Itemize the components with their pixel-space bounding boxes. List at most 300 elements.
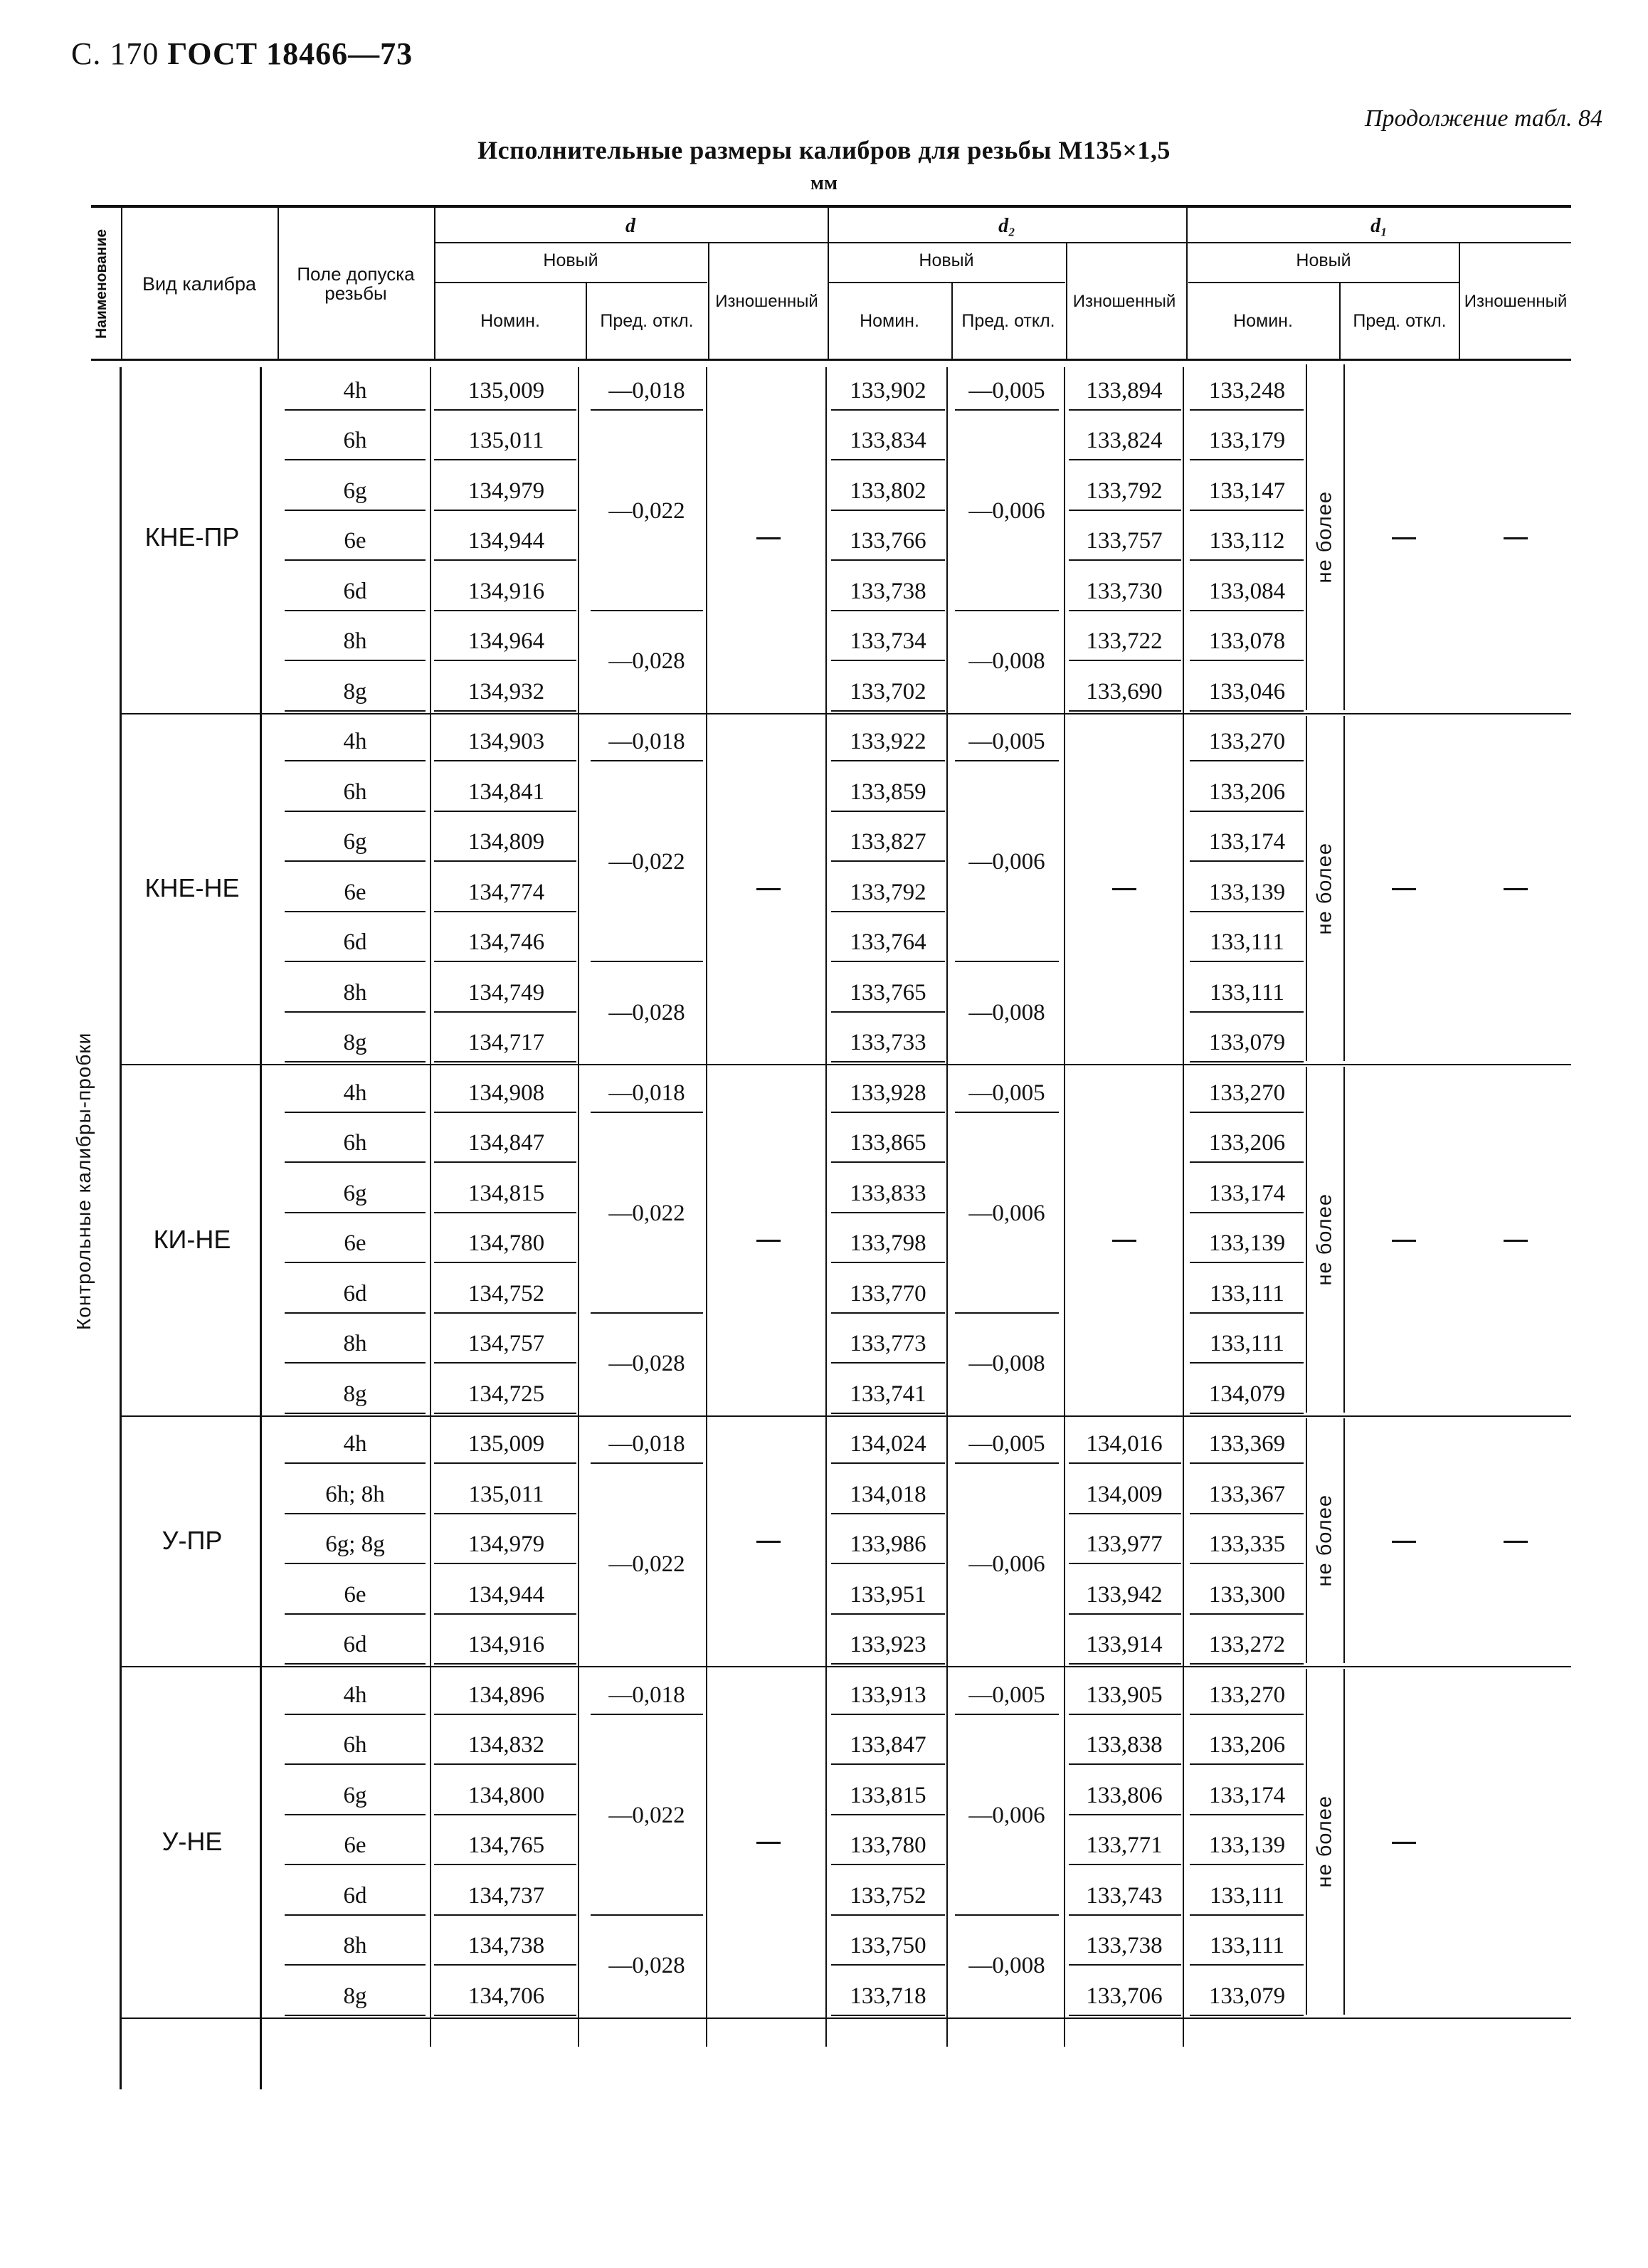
d2-worn: 133,824 bbox=[1086, 428, 1163, 453]
row-underline bbox=[285, 961, 426, 962]
header-bottom-rule bbox=[91, 359, 1571, 361]
row-underline bbox=[1190, 1964, 1304, 1966]
row-underline bbox=[434, 510, 576, 511]
d2-nominal: 133,773 bbox=[850, 1331, 926, 1356]
row-underline bbox=[1069, 409, 1181, 411]
d1-nominal: 133,174 bbox=[1208, 829, 1286, 855]
d-deviation: —0,018 bbox=[608, 1431, 685, 1457]
row-underline bbox=[285, 1112, 426, 1113]
d1-nominal: 133,111 bbox=[1210, 1280, 1284, 1307]
d1-nominal: 133,111 bbox=[1210, 1882, 1284, 1909]
dev-underline bbox=[591, 1462, 703, 1464]
row-underline bbox=[1069, 1964, 1181, 1966]
d-nominal: 134,809 bbox=[468, 829, 545, 855]
row-underline bbox=[1190, 409, 1304, 411]
row-underline bbox=[831, 1212, 945, 1213]
tolerance-field: 6e bbox=[344, 528, 366, 554]
d1-deviation-dash bbox=[1392, 1240, 1416, 1242]
row-underline bbox=[831, 1714, 945, 1715]
d2-nominal: 133,764 bbox=[850, 929, 926, 955]
table-unit: мм bbox=[810, 172, 838, 194]
row-underline bbox=[434, 811, 576, 812]
row-underline bbox=[434, 1061, 576, 1062]
header-d: d bbox=[625, 215, 635, 238]
dev-underline bbox=[591, 409, 703, 411]
d2-deviation: —0,008 bbox=[968, 648, 1045, 674]
row-underline bbox=[831, 911, 945, 912]
d2-nominal: 133,902 bbox=[850, 377, 926, 404]
d-nominal: 134,964 bbox=[468, 628, 545, 654]
d2-deviation: —0,008 bbox=[968, 1351, 1045, 1376]
d2-worn: 133,977 bbox=[1086, 1531, 1163, 1557]
row-underline bbox=[1069, 1613, 1181, 1615]
row-underline bbox=[285, 760, 426, 761]
d1-nominal: 133,046 bbox=[1208, 678, 1286, 705]
d-nominal: 134,903 bbox=[468, 729, 545, 754]
d-deviation: —0,018 bbox=[608, 729, 685, 754]
tolerance-field: 8h bbox=[343, 628, 367, 654]
row-underline bbox=[1190, 1312, 1304, 1314]
d-deviation: —0,022 bbox=[608, 1200, 685, 1226]
row-underline bbox=[434, 1663, 576, 1665]
d2-worn-dash bbox=[1112, 888, 1136, 890]
d-nominal: 135,011 bbox=[468, 1481, 544, 1507]
d-worn-dash bbox=[756, 1842, 781, 1844]
row-underline bbox=[1190, 1763, 1304, 1765]
row-underline bbox=[434, 409, 576, 411]
row-underline bbox=[831, 1112, 945, 1113]
note-vline bbox=[1343, 1669, 1345, 2015]
row-underline bbox=[285, 1362, 426, 1364]
d-nominal: 134,717 bbox=[468, 1030, 545, 1055]
note-vline bbox=[1306, 364, 1307, 710]
row-underline bbox=[434, 911, 576, 912]
row-underline bbox=[831, 1362, 945, 1364]
note-vline bbox=[1306, 716, 1307, 1062]
row-underline bbox=[1190, 510, 1304, 511]
row-underline bbox=[434, 660, 576, 661]
d-nominal: 134,737 bbox=[468, 1882, 545, 1909]
row-underline bbox=[1069, 1462, 1181, 1464]
tolerance-field: 6g; 8g bbox=[325, 1531, 385, 1557]
header-vline bbox=[434, 206, 435, 359]
d2-nominal: 133,734 bbox=[850, 628, 926, 654]
row-underline bbox=[285, 1714, 426, 1715]
row-underline bbox=[434, 1262, 576, 1263]
row-underline bbox=[285, 1312, 426, 1314]
header-d-deviation: Пред. откл. bbox=[600, 310, 694, 331]
group-separator bbox=[120, 1415, 1571, 1417]
row-underline bbox=[831, 1964, 945, 1966]
row-underline bbox=[831, 1011, 945, 1013]
row-underline bbox=[1069, 1714, 1181, 1715]
d1-deviation-dash bbox=[1392, 888, 1416, 890]
group-separator bbox=[120, 1666, 1571, 1667]
row-underline bbox=[434, 1161, 576, 1163]
d1-nominal: 133,206 bbox=[1208, 1732, 1286, 1758]
d2-nominal: 133,847 bbox=[850, 1732, 926, 1758]
dev-underline bbox=[591, 1112, 703, 1113]
row-underline bbox=[434, 1763, 576, 1765]
d1-worn-dash bbox=[1504, 1240, 1528, 1242]
row-underline bbox=[831, 1914, 945, 1916]
row-underline bbox=[285, 1613, 426, 1615]
d2-nominal: 133,827 bbox=[850, 829, 926, 855]
row-underline bbox=[285, 1011, 426, 1013]
dev-underline bbox=[955, 1714, 1059, 1715]
d1-nominal: 133,206 bbox=[1208, 1130, 1286, 1156]
body-vline bbox=[430, 367, 431, 2047]
tolerance-field: 4h bbox=[343, 1682, 367, 1708]
row-underline bbox=[1190, 459, 1304, 460]
d2-nominal: 133,741 bbox=[850, 1381, 926, 1407]
header-vline bbox=[278, 206, 279, 359]
header-rule-2c bbox=[1188, 282, 1460, 283]
d-nominal: 134,832 bbox=[468, 1732, 545, 1758]
header-rule-2b bbox=[829, 282, 1065, 283]
d2-worn: 133,706 bbox=[1086, 1983, 1163, 2009]
row-underline bbox=[1190, 710, 1304, 712]
row-underline bbox=[831, 1312, 945, 1314]
note-vline bbox=[1343, 1418, 1345, 1664]
d2-nominal: 133,780 bbox=[850, 1832, 926, 1858]
d2-worn: 133,690 bbox=[1086, 678, 1163, 705]
tolerance-field: 4h bbox=[343, 1080, 367, 1106]
row-underline bbox=[1190, 1814, 1304, 1815]
d2-worn: 133,806 bbox=[1086, 1782, 1163, 1808]
tolerance-field: 6d bbox=[343, 1882, 367, 1909]
header-d-nominal: Номин. bbox=[480, 310, 540, 331]
d1-nominal: 133,369 bbox=[1208, 1431, 1286, 1457]
header-rule-1 bbox=[434, 242, 1571, 243]
row-underline bbox=[1069, 610, 1181, 611]
d1-nominal: 133,174 bbox=[1208, 1782, 1286, 1808]
row-underline bbox=[434, 1462, 576, 1464]
tolerance-field: 4h bbox=[343, 729, 367, 754]
row-underline bbox=[434, 1362, 576, 1364]
d2-nominal: 133,922 bbox=[850, 729, 926, 754]
tolerance-field: 6e bbox=[344, 1832, 366, 1858]
d-deviation: —0,018 bbox=[608, 1682, 685, 1708]
tolerance-field: 6h bbox=[343, 1732, 367, 1758]
d-nominal: 134,774 bbox=[468, 879, 545, 905]
header-vline bbox=[708, 243, 709, 359]
row-underline bbox=[831, 760, 945, 761]
side-label: Контрольные калибры-пробки bbox=[73, 1032, 95, 1331]
row-underline bbox=[285, 409, 426, 411]
row-underline bbox=[434, 1513, 576, 1514]
dev-underline bbox=[955, 1914, 1059, 1916]
d1-nominal: 133,179 bbox=[1208, 428, 1286, 453]
gauge-type-2: КИ-НЕ bbox=[153, 1224, 231, 1254]
d-nominal: 134,706 bbox=[468, 1983, 545, 2009]
note-vline bbox=[1306, 1669, 1307, 2015]
tolerance-field: 8g bbox=[343, 1030, 367, 1055]
row-underline bbox=[434, 710, 576, 712]
tolerance-field: 6d bbox=[343, 1632, 367, 1657]
d1-worn-dash bbox=[1504, 537, 1528, 539]
row-underline bbox=[1069, 1763, 1181, 1765]
row-underline bbox=[434, 2015, 576, 2016]
d1-nominal: 133,112 bbox=[1209, 528, 1285, 554]
row-underline bbox=[1190, 1513, 1304, 1514]
header-top-rule bbox=[91, 205, 1571, 208]
row-underline bbox=[1190, 760, 1304, 761]
gauge-type-3: У-ПР bbox=[162, 1525, 223, 1555]
row-underline bbox=[1190, 1362, 1304, 1364]
d-nominal: 134,932 bbox=[468, 678, 545, 705]
header-d2-deviation: Пред. откл. bbox=[961, 310, 1055, 331]
group-separator bbox=[120, 1064, 1571, 1065]
dev-underline bbox=[591, 1914, 703, 1916]
d2-deviation: —0,005 bbox=[968, 729, 1045, 754]
d-nominal: 134,815 bbox=[468, 1180, 545, 1206]
d2-nominal: 133,986 bbox=[850, 1531, 926, 1557]
d-deviation: —0,022 bbox=[608, 497, 685, 524]
d2-nominal: 133,792 bbox=[850, 879, 926, 905]
d1-nominal: 133,367 bbox=[1208, 1481, 1286, 1507]
dev-underline bbox=[955, 1112, 1059, 1113]
d-nominal: 134,944 bbox=[468, 528, 545, 554]
row-underline bbox=[285, 1964, 426, 1966]
row-underline bbox=[1069, 710, 1181, 712]
row-underline bbox=[434, 961, 576, 962]
tolerance-field: 6d bbox=[343, 578, 367, 604]
row-underline bbox=[285, 1914, 426, 1916]
d2-nominal: 133,833 bbox=[850, 1180, 926, 1206]
d-nominal: 134,738 bbox=[468, 1933, 545, 1958]
d2-worn: 133,914 bbox=[1086, 1632, 1163, 1657]
row-underline bbox=[434, 559, 576, 561]
d-deviation: —0,018 bbox=[608, 1080, 685, 1106]
row-underline bbox=[434, 1563, 576, 1564]
d1-deviation-dash bbox=[1392, 537, 1416, 539]
tolerance-field: 8g bbox=[343, 678, 367, 705]
row-underline bbox=[831, 1462, 945, 1464]
d1-nominal: 133,111 bbox=[1210, 929, 1284, 955]
d2-nominal: 134,018 bbox=[850, 1481, 926, 1507]
d2-worn: 133,738 bbox=[1086, 1933, 1163, 1958]
d-deviation: —0,022 bbox=[608, 1551, 685, 1577]
row-underline bbox=[831, 710, 945, 712]
tolerance-field: 8g bbox=[343, 1381, 367, 1407]
row-underline bbox=[1190, 1563, 1304, 1564]
row-underline bbox=[285, 610, 426, 611]
row-underline bbox=[434, 1212, 576, 1213]
row-underline bbox=[1190, 1914, 1304, 1916]
d1-nominal: 133,272 bbox=[1208, 1632, 1286, 1657]
d1-nominal: 133,111 bbox=[1210, 1331, 1284, 1356]
header-d1-worn: Изношенный bbox=[1464, 292, 1568, 312]
note-vline bbox=[1343, 716, 1345, 1062]
row-underline bbox=[1190, 1462, 1304, 1464]
row-underline bbox=[285, 860, 426, 862]
tolerance-field: 8h bbox=[343, 1933, 367, 1958]
note-vline bbox=[1306, 1067, 1307, 1413]
row-underline bbox=[434, 1112, 576, 1113]
body-vline-type bbox=[260, 367, 262, 2089]
header-vline bbox=[951, 283, 953, 359]
row-underline bbox=[1190, 1413, 1304, 1414]
note-vline bbox=[1343, 364, 1345, 710]
d1-nominal: 133,111 bbox=[1210, 979, 1284, 1006]
row-underline bbox=[831, 610, 945, 611]
d2-deviation: —0,005 bbox=[968, 1431, 1045, 1457]
d2-nominal: 133,702 bbox=[850, 678, 926, 705]
row-underline bbox=[285, 2015, 426, 2016]
header-d-new: Новый bbox=[543, 250, 598, 270]
group-separator bbox=[120, 713, 1571, 714]
d1-nominal: 133,084 bbox=[1208, 578, 1286, 604]
d2-nominal: 133,928 bbox=[850, 1080, 926, 1106]
row-underline bbox=[285, 1763, 426, 1765]
row-underline bbox=[831, 961, 945, 962]
d2-deviation: —0,008 bbox=[968, 999, 1045, 1025]
row-underline bbox=[1190, 1613, 1304, 1615]
row-underline bbox=[831, 1763, 945, 1765]
body-vline-left bbox=[120, 367, 122, 2089]
header-d1-nominal: Номин. bbox=[1233, 310, 1293, 331]
body-vline bbox=[946, 367, 948, 2047]
row-underline bbox=[1069, 2015, 1181, 2016]
header-rule-2a bbox=[435, 282, 707, 283]
d-deviation: —0,028 bbox=[608, 1351, 685, 1376]
d2-nominal: 133,738 bbox=[850, 578, 926, 604]
d2-worn: 133,838 bbox=[1086, 1732, 1163, 1758]
row-underline bbox=[1190, 961, 1304, 962]
d1-nominal: 133,078 bbox=[1208, 628, 1286, 654]
d-nominal: 135,009 bbox=[468, 377, 545, 404]
row-underline bbox=[285, 1663, 426, 1665]
not-more-note: не более bbox=[1313, 1795, 1336, 1888]
row-underline bbox=[1190, 1663, 1304, 1665]
page-number: С. 170 bbox=[71, 36, 159, 71]
header-d2-worn: Изношенный bbox=[1072, 292, 1176, 312]
row-underline bbox=[285, 710, 426, 712]
row-underline bbox=[1069, 660, 1181, 661]
dev-underline bbox=[955, 1462, 1059, 1464]
d1-nominal: 133,174 bbox=[1208, 1180, 1286, 1206]
row-underline bbox=[831, 860, 945, 862]
row-underline bbox=[1069, 459, 1181, 460]
tolerance-field: 6g bbox=[343, 829, 367, 855]
header-vline bbox=[828, 206, 829, 359]
row-underline bbox=[1190, 1061, 1304, 1062]
d-nominal: 134,752 bbox=[468, 1280, 545, 1307]
row-underline bbox=[831, 1513, 945, 1514]
d1-nominal: 133,206 bbox=[1208, 779, 1286, 805]
body-vline bbox=[1183, 367, 1184, 2047]
d-worn-dash bbox=[756, 1541, 781, 1543]
row-underline bbox=[1190, 911, 1304, 912]
gauge-type-1: КНЕ-НЕ bbox=[144, 873, 240, 903]
tolerance-field: 8g bbox=[343, 1983, 367, 2009]
d2-worn-dash bbox=[1112, 1240, 1136, 1242]
d1-nominal: 133,270 bbox=[1208, 1080, 1286, 1106]
not-more-note: не более bbox=[1313, 1193, 1336, 1286]
continuation-note: Продолжение табл. 84 bbox=[1364, 105, 1602, 132]
body-vline bbox=[706, 367, 707, 2047]
d1-worn-dash bbox=[1504, 888, 1528, 890]
row-underline bbox=[285, 660, 426, 661]
row-underline bbox=[831, 559, 945, 561]
d2-nominal: 133,802 bbox=[850, 478, 926, 504]
d-deviation: —0,028 bbox=[608, 648, 685, 674]
d-deviation: —0,028 bbox=[608, 1953, 685, 1978]
body-vline bbox=[1064, 367, 1065, 2047]
d-deviation: —0,022 bbox=[608, 1802, 685, 1828]
tolerance-field: 6d bbox=[343, 929, 367, 955]
d2-worn: 133,905 bbox=[1086, 1682, 1163, 1708]
not-more-note: не более bbox=[1313, 491, 1336, 584]
d-nominal: 134,916 bbox=[468, 578, 545, 604]
row-underline bbox=[285, 1563, 426, 1564]
row-underline bbox=[1190, 660, 1304, 661]
row-underline bbox=[1190, 1112, 1304, 1113]
tolerance-field: 6e bbox=[344, 1581, 366, 1608]
d-nominal: 134,908 bbox=[468, 1080, 545, 1106]
d1-nominal: 133,147 bbox=[1208, 478, 1286, 504]
d2-nominal: 134,024 bbox=[850, 1431, 926, 1457]
row-underline bbox=[1190, 860, 1304, 862]
d-nominal: 134,847 bbox=[468, 1130, 545, 1156]
row-underline bbox=[831, 1864, 945, 1865]
row-underline bbox=[285, 1864, 426, 1865]
d2-deviation: —0,005 bbox=[968, 377, 1045, 404]
row-underline bbox=[831, 510, 945, 511]
d1-nominal: 133,139 bbox=[1208, 879, 1286, 905]
row-underline bbox=[831, 1563, 945, 1564]
dev-underline bbox=[955, 1312, 1059, 1314]
d1-worn-dash bbox=[1504, 1541, 1528, 1543]
row-underline bbox=[1069, 510, 1181, 511]
d2-nominal: 133,865 bbox=[850, 1130, 926, 1156]
d2-worn: 133,771 bbox=[1086, 1832, 1163, 1858]
row-underline bbox=[434, 1312, 576, 1314]
table-title: Исполнительные размеры калибров для резьбы М135×1,5 bbox=[477, 136, 1171, 164]
d-nominal: 134,725 bbox=[468, 1381, 545, 1407]
row-underline bbox=[831, 1061, 945, 1062]
row-underline bbox=[1069, 1814, 1181, 1815]
gauge-type-4: У-НЕ bbox=[162, 1826, 223, 1856]
row-underline bbox=[285, 1161, 426, 1163]
d2-deviation: —0,005 bbox=[968, 1080, 1045, 1106]
row-underline bbox=[285, 1061, 426, 1062]
d-nominal: 135,011 bbox=[468, 428, 544, 453]
d1-nominal: 133,248 bbox=[1208, 377, 1286, 404]
row-underline bbox=[1190, 1714, 1304, 1715]
tolerance-field: 6d bbox=[343, 1280, 367, 1307]
row-underline bbox=[1190, 1161, 1304, 1163]
d1-nominal: 133,139 bbox=[1208, 1230, 1286, 1256]
d-nominal: 134,944 bbox=[468, 1581, 545, 1608]
header-tolerance-field: Поле допуска резьбы bbox=[297, 263, 415, 304]
row-underline bbox=[434, 1714, 576, 1715]
header-vline bbox=[1066, 243, 1067, 359]
d2-nominal: 133,733 bbox=[850, 1030, 926, 1055]
row-underline bbox=[1069, 559, 1181, 561]
row-underline bbox=[285, 1513, 426, 1514]
row-underline bbox=[831, 1613, 945, 1615]
d2-worn: 133,757 bbox=[1086, 528, 1163, 554]
d-worn-dash bbox=[756, 537, 781, 539]
row-underline bbox=[1190, 1864, 1304, 1865]
tolerance-field: 4h bbox=[343, 1431, 367, 1457]
tolerance-field: 6g bbox=[343, 478, 367, 504]
d2-worn: 133,792 bbox=[1086, 478, 1163, 504]
tolerance-field: 6e bbox=[344, 879, 366, 905]
row-underline bbox=[285, 811, 426, 812]
